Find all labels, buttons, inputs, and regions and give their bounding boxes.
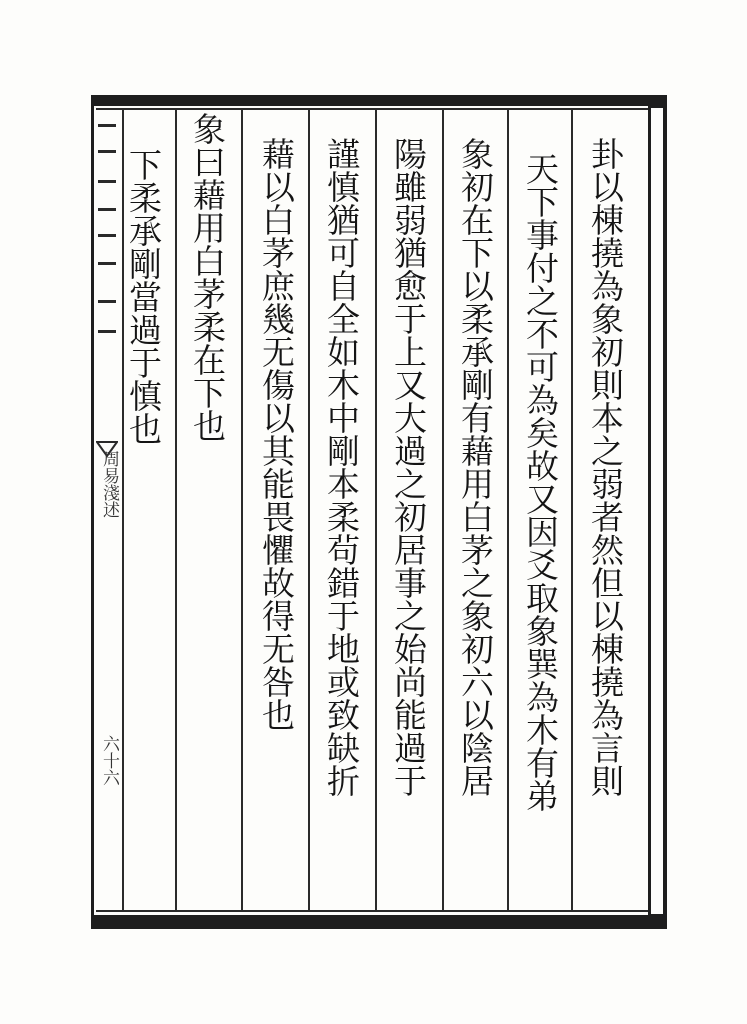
text-column-1: 卦以棟撓為象初則本之弱者然但以棟撓為言則 [586,137,625,797]
margin-mark [98,234,116,237]
margin-mark [98,208,116,211]
column-rule [507,110,509,910]
text-column-7: 象曰藉用白茅柔在下也 [188,112,227,442]
text-column-3: 象初在下以柔承剛有藉用白茅之象初六以陰居 [456,137,495,797]
column-rule [375,110,377,910]
text-column-2: 天下事付之不可為矣故又因爻取象巽為木有弟 [521,152,560,812]
text-column-5: 謹慎猶可自全如木中剛本柔茍錯于地或致缺折 [322,137,361,797]
frame-inner-bottom-rule [96,910,648,912]
frame-top-border [91,95,667,106]
banxin-margin [94,110,122,910]
margin-book-title: 周易淺述 [99,450,119,518]
margin-mark [98,262,116,265]
column-rule [442,110,444,910]
column-rule [308,110,310,910]
frame-right-gap [651,108,663,914]
frame-inner-top-rule [96,108,648,110]
text-column-4: 陽雖弱猶愈于上又大過之初居事之始尚能過于 [389,137,428,797]
margin-mark [98,124,116,127]
column-rule [241,110,243,910]
text-column-8: 下柔承剛當過于慎也 [124,148,163,445]
margin-mark [98,150,116,153]
frame-bottom-border [91,915,667,929]
column-rule [175,110,177,910]
margin-mark [98,180,116,183]
text-column-6: 藉以白茅庶幾无傷以其能畏懼故得无咎也 [257,137,296,731]
margin-folio: 六十六 [99,735,119,786]
column-rule [571,110,573,910]
margin-mark [98,300,116,303]
margin-mark [98,330,116,333]
